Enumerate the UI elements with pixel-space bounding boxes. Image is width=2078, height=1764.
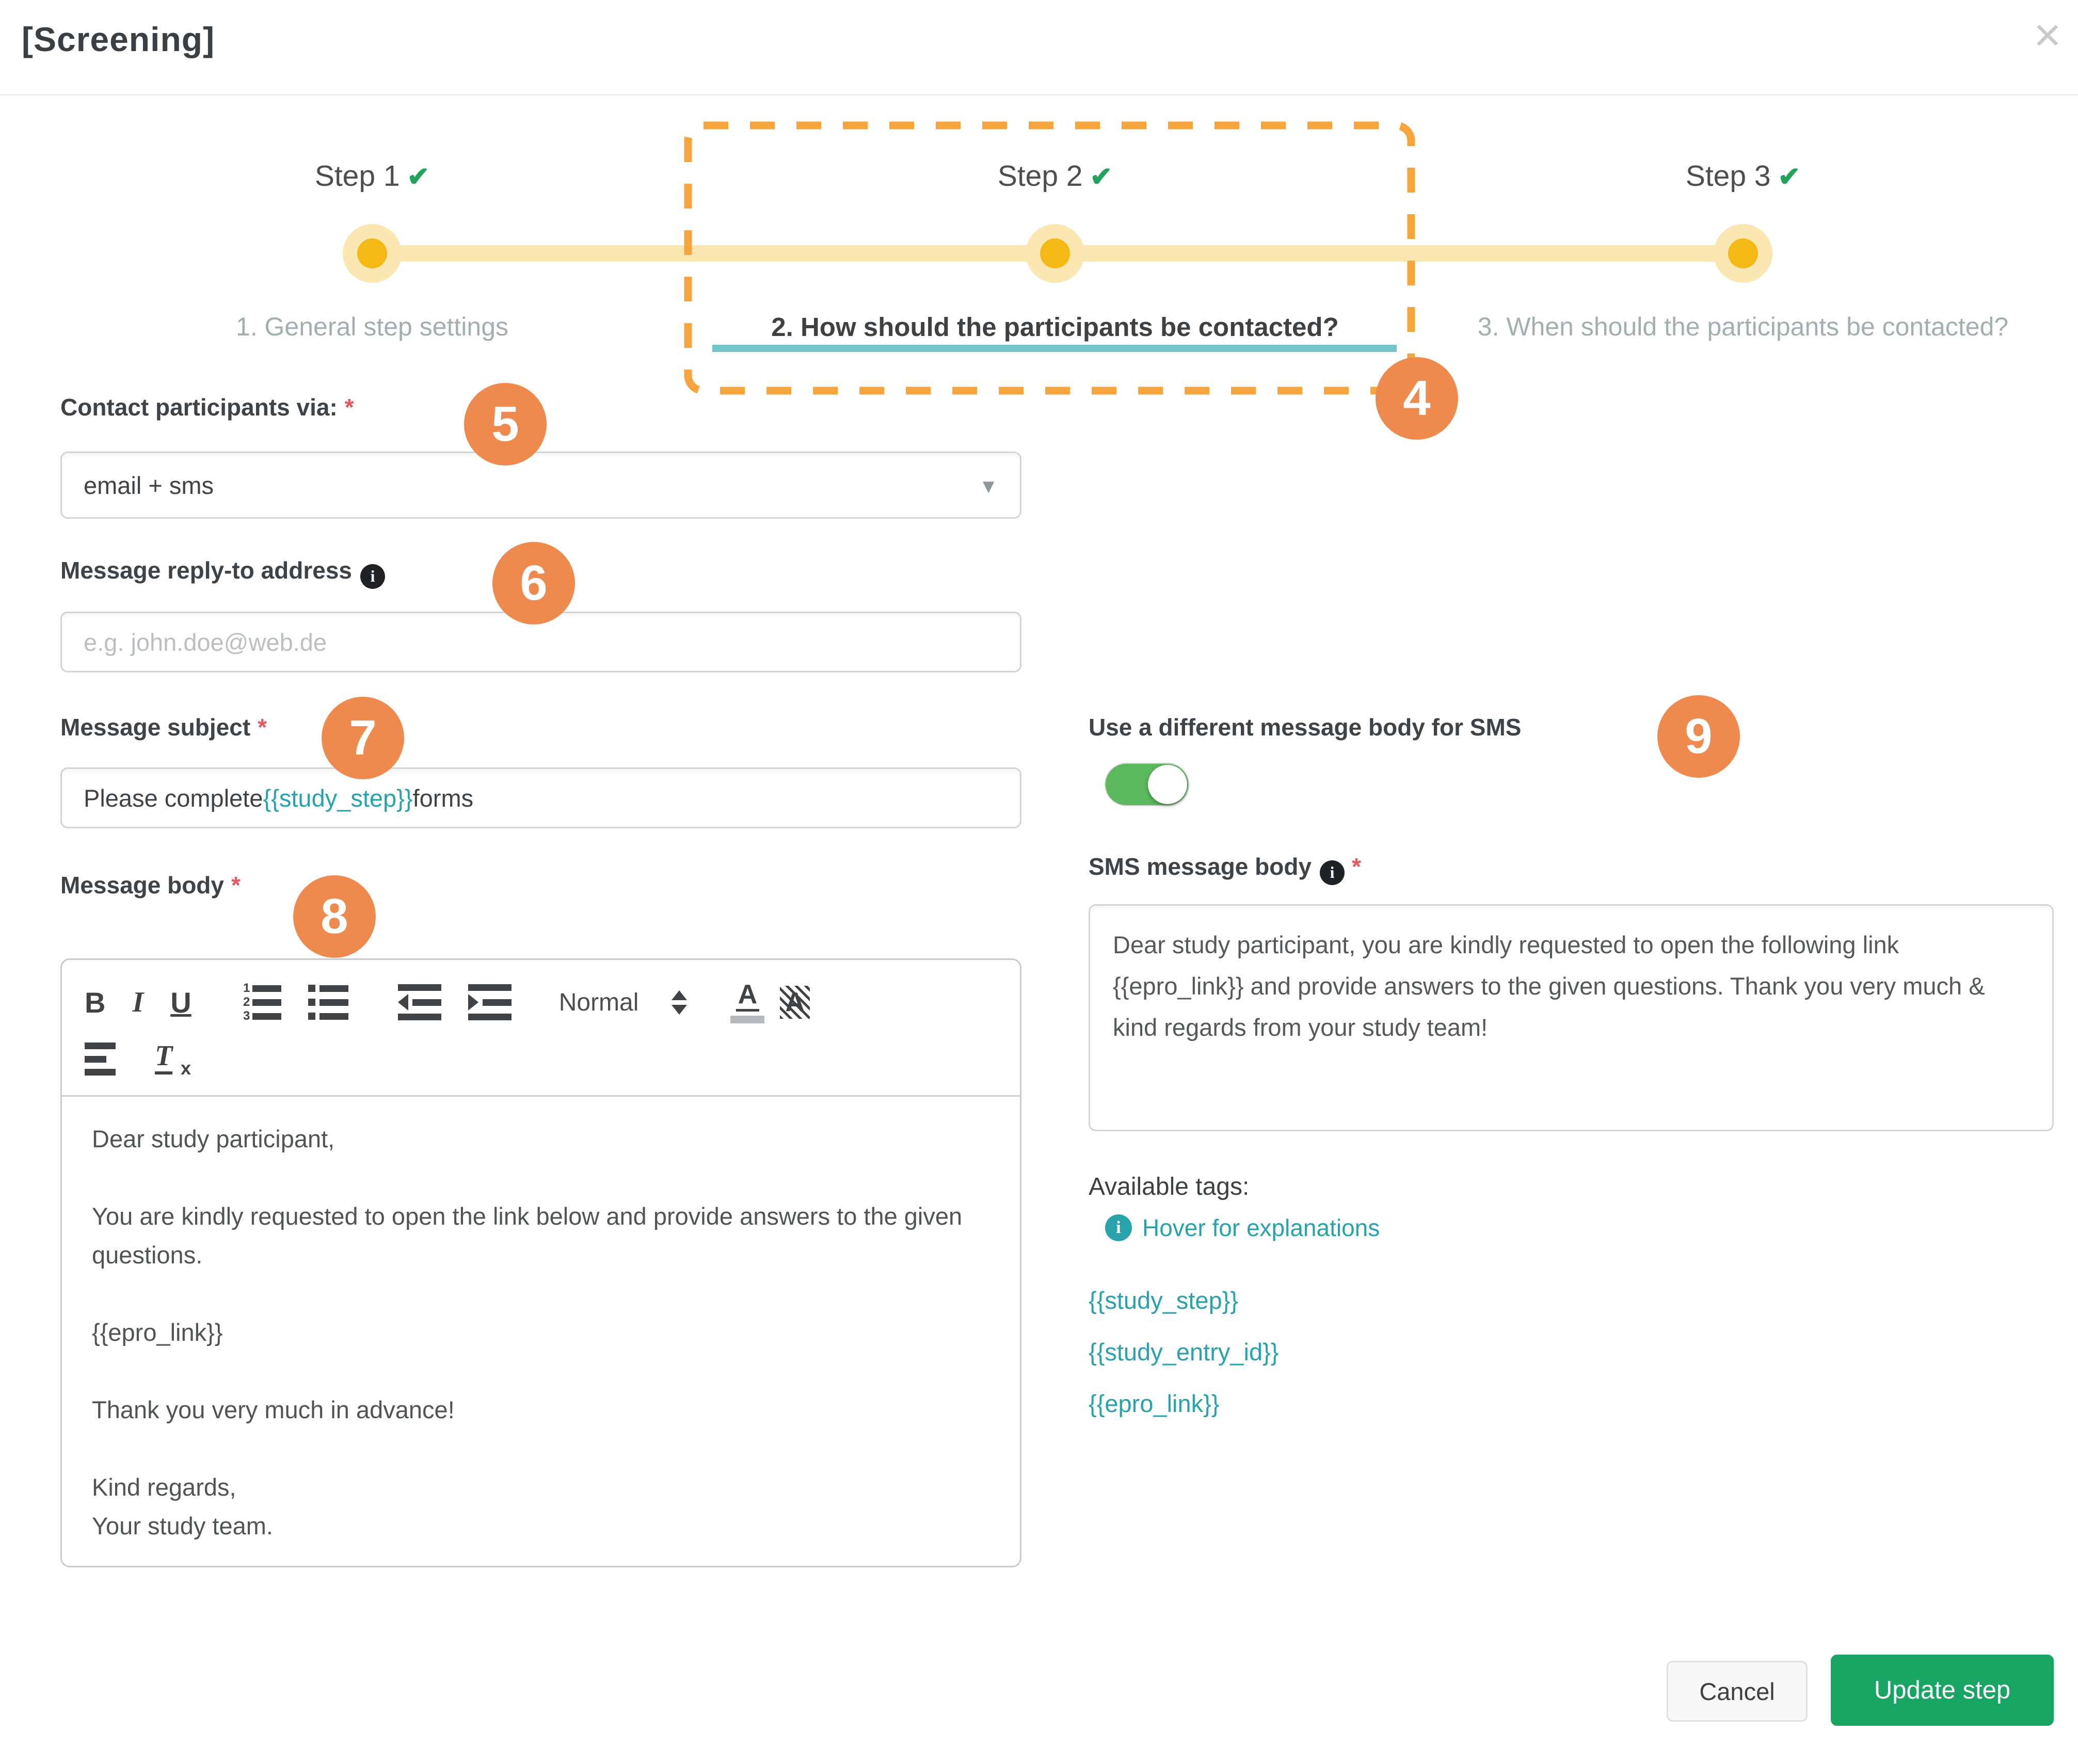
paragraph-style-value: Normal (558, 988, 639, 1016)
step3-label: Step 3 (1685, 159, 1771, 193)
toggle-knob (1148, 765, 1187, 804)
sms-text-before: Dear study participant, you are kindly requested to open the following link (1113, 931, 1899, 958)
background-color-icon: A (785, 987, 805, 1017)
annotation-badge-9: 9 (1657, 695, 1740, 778)
clear-formatting-button[interactable] (146, 1041, 192, 1077)
italic-button[interactable]: I (132, 986, 144, 1018)
body-paragraph: Your study team. (92, 1512, 273, 1540)
page-title: [Screening] (22, 20, 215, 58)
tag-epro-link[interactable]: {{epro_link}} (1089, 1390, 1220, 1417)
indent-button[interactable] (468, 984, 511, 1020)
info-icon: i (1105, 1214, 1132, 1241)
annotation-badge-4: 4 (1376, 357, 1458, 440)
chevron-down-icon: ▼ (979, 476, 998, 498)
step1-check-icon: ✔ (407, 162, 430, 192)
required-asterisk: * (258, 714, 267, 741)
required-asterisk: * (344, 394, 354, 421)
step1-label: Step 1 (314, 159, 400, 193)
body-paragraph (92, 1274, 990, 1313)
step1-dot[interactable] (357, 238, 387, 268)
sms-text-after: and provide answers to the given questions. Thank you very much & kind regards from your study team! (1113, 972, 1985, 1041)
subject-value-before: Please complete (84, 784, 263, 812)
header-divider (0, 94, 2078, 95)
clear-formatting-icon: T x (155, 1040, 191, 1079)
required-asterisk: * (1352, 853, 1361, 880)
align-button[interactable] (85, 1043, 119, 1076)
body-paragraph (92, 1158, 990, 1197)
subject-value-after: forms (412, 784, 474, 812)
step3-dot[interactable] (1728, 238, 1758, 268)
message-body-content[interactable] (62, 1097, 1020, 1568)
annotation-badge-7: 7 (322, 697, 404, 779)
step3-check-icon: ✔ (1778, 162, 1801, 192)
tag-study-entry-id[interactable]: {{study_entry_id}} (1089, 1338, 1279, 1366)
sms-body-textarea[interactable] (1089, 904, 2054, 1131)
underline-button[interactable]: U (170, 986, 191, 1019)
contact-via-select[interactable] (60, 452, 1021, 519)
info-icon[interactable]: i (360, 564, 385, 589)
active-step-underline (712, 345, 1397, 352)
step2-check-icon: ✔ (1090, 162, 1113, 192)
background-color-button[interactable] (780, 986, 810, 1019)
sms-text-tag: {{epro_link}} (1113, 972, 1244, 1000)
tab-step-3[interactable] (1537, 159, 1949, 193)
sms-toggle-label: Use a different message body for SMS (1089, 714, 1522, 741)
step3-caption[interactable]: 3. When should the participants be contacted? (1477, 312, 2009, 341)
message-body-editor (60, 958, 1021, 1567)
body-paragraph: Thank you very much in advance! (92, 1396, 455, 1423)
ordered-list-button[interactable] (241, 981, 281, 1023)
toolbar-row-2 (85, 1037, 997, 1081)
bold-button[interactable]: B (85, 986, 106, 1019)
hover-for-explanations-link[interactable] (1105, 1214, 1380, 1242)
subject-value-tag: {{study_step}} (263, 784, 413, 812)
cancel-button[interactable]: Cancel (1667, 1661, 1808, 1722)
close-icon[interactable]: × (2034, 9, 2061, 61)
sms-toggle[interactable] (1105, 763, 1189, 806)
step1-caption[interactable]: 1. General step settings (235, 312, 509, 341)
bullet-list-icon (308, 984, 348, 1020)
reply-to-label: Message reply-to address i (60, 556, 385, 589)
bullet-list-button[interactable] (308, 984, 348, 1020)
toolbar-row-1 (85, 981, 997, 1024)
sms-body-label: SMS message body i * (1089, 853, 1361, 885)
body-paragraph: You are kindly requested to open the link below and provide answers to the given questions. (92, 1202, 963, 1269)
body-paragraph: Kind regards, (92, 1473, 236, 1501)
step2-caption-active[interactable]: 2. How should the participants be contacted? (771, 312, 1339, 342)
annotation-badge-6: 6 (492, 542, 575, 624)
tab-step-1[interactable] (166, 159, 579, 193)
body-paragraph (92, 1429, 990, 1468)
contact-via-value: email + sms (84, 471, 214, 499)
subject-label: Message subject * (60, 714, 267, 741)
update-step-button[interactable]: Update step (1831, 1655, 2054, 1726)
ordered-list-icon: 1 2 3 (241, 984, 281, 1020)
body-paragraph (92, 1352, 990, 1390)
body-paragraph: {{epro_link}} (92, 1319, 223, 1346)
text-color-button[interactable] (730, 981, 764, 1023)
step2-dot[interactable] (1040, 238, 1070, 268)
outdent-button[interactable] (398, 984, 441, 1020)
paragraph-style-select[interactable] (559, 988, 688, 1017)
subject-input[interactable] (60, 767, 1021, 828)
message-body-label: Message body * (60, 872, 241, 899)
text-color-swatch (730, 1016, 764, 1023)
editor-toolbar (62, 960, 1020, 1097)
contact-via-label: Contact participants via: * (60, 394, 354, 421)
available-tags-title: Available tags: (1089, 1173, 1250, 1200)
text-color-icon: A (736, 981, 760, 1012)
select-updown-icon (672, 990, 687, 1015)
step2-label: Step 2 (997, 159, 1083, 193)
align-left-icon (85, 1043, 119, 1076)
info-icon[interactable]: i (1320, 860, 1345, 885)
required-asterisk: * (231, 872, 241, 899)
annotation-badge-5: 5 (464, 383, 547, 466)
hint-text: Hover for explanations (1142, 1214, 1380, 1241)
annotation-badge-8: 8 (293, 875, 376, 958)
tag-study-step[interactable]: {{study_step}} (1089, 1287, 1239, 1314)
tab-step-2[interactable] (849, 159, 1261, 193)
indent-icon (468, 984, 511, 1020)
outdent-icon (398, 984, 441, 1020)
body-paragraph: Dear study participant, (92, 1125, 335, 1152)
